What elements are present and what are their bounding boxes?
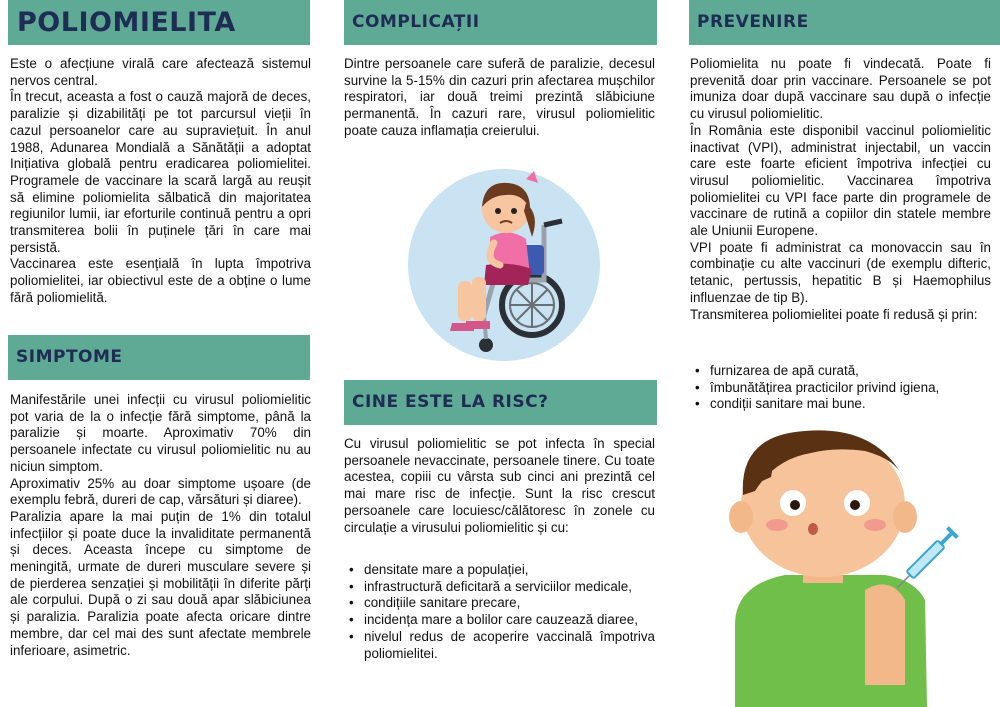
intro-p3: Vaccinarea este esențială în lupta împotriva poliomielitei, iar obiectivul este de a obține o lume fără poliomielită.	[10, 256, 311, 305]
list-item: • incidența mare a bolilor care cauzează diaree,	[344, 612, 655, 629]
complications-banner	[344, 0, 657, 45]
list-item: • îmbunătățirea practicilor privind igiena,	[690, 380, 991, 397]
intro-text	[10, 56, 311, 307]
risk-p: Cu virusul poliomielitic se pot infecta în special persoanele nevaccinate, persoanele tinere. Cu toate acestea, copiii cu vârsta sub cinci ani prezintă cel mai mare risc de infecție. Sunt la risc crescut persoanele care locuiesc/călătoresc în zonele cu circulație a virusului poliomielitic și cu:	[344, 436, 655, 535]
prevention-p2: În România este disponibil vaccinul poliomielitic inactivat (VPI), administrat injectabil, un vaccin care este foarte eficient împotriva infecției cu virusul poliomielitic. Vaccinarea împotriva poliomielitei cu VPI face parte din programele de vaccinare de rutină a copiilor din statele membre ale Uniunii Europene.	[690, 122, 991, 239]
prevention-p1: Poliomielita nu poate fi vindecată. Poate fi prevenită doar prin vaccinare. Persoanele se pot imuniza doar după vaccinare sau după o infecție cu virusul poliomielitic.	[690, 56, 991, 122]
symptoms-p3: Paralizia apare la mai puțin de 1% din totalul infecțiilor și poate duce la invaliditate permanentă și deces. Aceasta începe cu simptome de meningită, urmate de dureri musculare severe și de pierderea senzației și mobilității în diferite părți ale corpului. După o zi sau două apar slăbiciunea și paralizia. Paralizia poate afecta oricare dintre membre, dar cel mai des sunt afectate membrele inferioare, asimetric.	[10, 508, 311, 658]
prevention-p4: Transmiterea poliomielitei poate fi redusă și prin:	[690, 306, 978, 322]
list-item: • condiții sanitare mai bune.	[690, 396, 991, 413]
risk-text	[344, 436, 655, 536]
girl-in-wheelchair-illustration	[404, 165, 604, 365]
list-item: • nivelul redus de acoperire vaccinală împotriva poliomielitei.	[344, 629, 655, 662]
prevention-title: PREVENIRE	[697, 12, 809, 32]
symptoms-text	[10, 392, 311, 659]
list-item: • condițiile sanitare precare,	[344, 595, 655, 612]
prevention-text	[690, 56, 991, 323]
list-item: • densitate mare a populației,	[344, 562, 655, 579]
list-item: • furnizarea de apă curată,	[690, 363, 991, 380]
intro-p2: În trecut, aceasta a fost o cauză majoră de deces, paralizie și dizabilități pe tot parcursul vieții în cazul persoanelor care au supraviețuit. În anul 1988, Adunarea Mondială a Sănătății a adoptat Inițiativa globală pentru eradicarea poliomielitei. Programele de vaccinare la scară largă au reușit să elimine poliomielita sălbatică din majoritatea regiunilor lumii, iar eforturile continuă pentru a opri transmiterea bolii în puținele țări în care mai persistă.	[10, 89, 311, 255]
prevention-p3: VPI poate fi administrat ca monovaccin sau în combinație cu alte vaccinuri (de exemplu difteric, tetanic, pertussis, hepatitic B și Haemophilus influenzae de tip B).	[690, 239, 991, 305]
symptoms-title: SIMPTOME	[16, 347, 123, 367]
risk-title: CINE ESTE LA RISC?	[352, 392, 549, 412]
risk-banner	[344, 380, 657, 425]
complications-text	[344, 56, 655, 140]
title-banner	[8, 0, 310, 45]
symptoms-p2: Aproximativ 25% au doar simptome ușoare (de exemplu febră, dureri de cap, vărsături și diaree).	[10, 475, 311, 508]
symptoms-p1: Manifestările unei infecții cu virusul poliomielitic pot varia de la o infecție fără simptome, până la paralizie și moarte. Aproximativ 70% din persoanele infectate cu virusul poliomielitic nu au niciun simptom.	[10, 392, 311, 474]
boy-vaccine-syringe-illustration	[715, 425, 975, 707]
intro-p1: Este o afecțiune virală care afectează sistemul nervos central.	[10, 56, 311, 88]
prevention-list	[690, 363, 991, 413]
page-title: POLIOMIELITA	[17, 7, 236, 38]
risk-list	[344, 562, 655, 662]
complications-title: COMPLICAȚII	[352, 12, 480, 32]
prevention-banner	[689, 0, 1000, 45]
complications-p: Dintre persoanele care suferă de paralizie, decesul survine la 5-15% din cazuri prin afectarea mușchilor respiratori, iar două treimi prezintă slăbiciune permanentă. În cazuri rare, virusul poliomielitic poate cauza inflamația creierului.	[344, 56, 655, 138]
symptoms-banner	[8, 335, 310, 380]
list-item: • infrastructură deficitară a serviciilor medicale,	[344, 579, 655, 596]
